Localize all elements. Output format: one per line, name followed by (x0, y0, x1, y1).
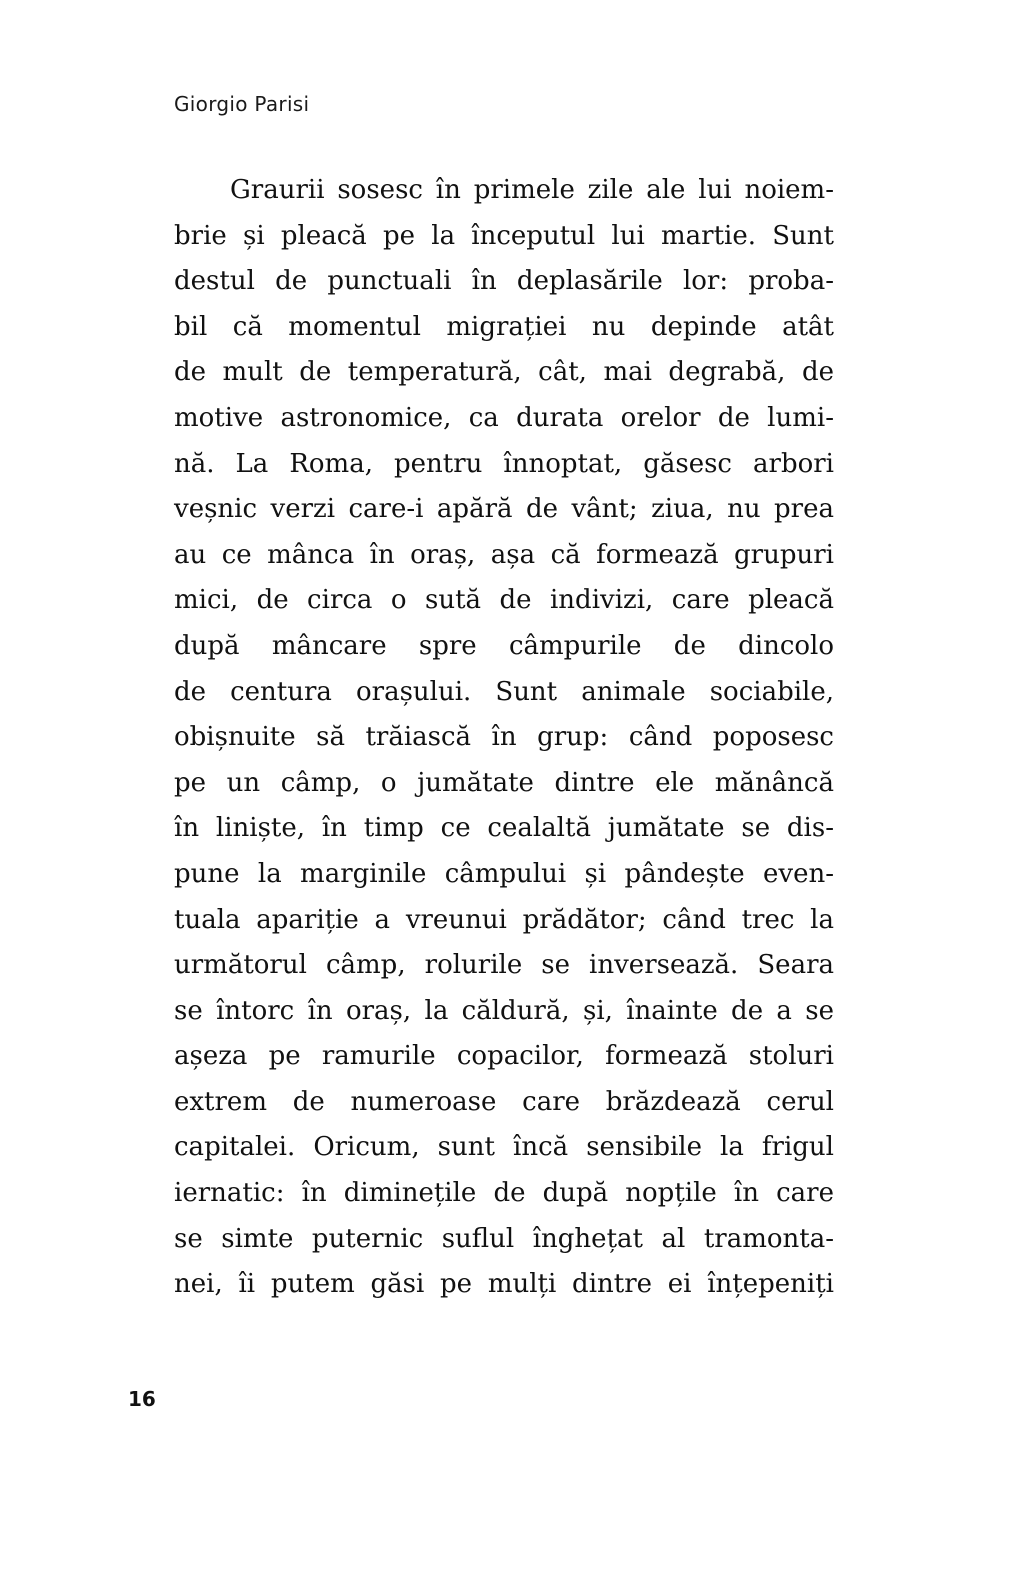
text-line-21: extrem de numeroase care brăzdează cerul (174, 1086, 834, 1117)
text-line-22: capitalei. Oricum, sunt încă sensibile la frigul (174, 1132, 834, 1163)
text-line-8: veșnic verzi care-i apără de vânt; ziua, nu prea (174, 494, 834, 525)
body-paragraph (174, 168, 834, 1308)
text-line-20: așeza pe ramurile copacilor, formează stoluri (174, 1041, 834, 1072)
text-line-4: bil că momentul migrației nu depinde atât (174, 311, 834, 342)
text-line-9: au ce mânca în oraș, așa că formează grupuri (174, 539, 834, 570)
text-line-1: Graurii sosesc în primele zile ale lui noiem- (230, 175, 834, 205)
text-line-18: următorul câmp, rolurile se inversează. Seara (174, 950, 834, 981)
text-line-3: destul de punctuali în deplasările lor: proba- (174, 266, 834, 297)
text-line-2: brie și pleacă pe la începutul lui martie. Sunt (174, 220, 834, 251)
page-number: 16 (128, 1387, 156, 1411)
text-line-14: pe un câmp, o jumătate dintre ele mănâncă (174, 767, 834, 798)
text-line-10: mici, de circa o sută de indivizi, care pleacă (174, 585, 834, 616)
running-header: Giorgio Parisi (174, 92, 310, 116)
text-line-6: motive astronomice, ca durata orelor de lumi- (174, 402, 834, 433)
text-line-12: de centura orașului. Sunt animale sociabile, (174, 676, 834, 707)
text-line-16: pune la marginile câmpului și pândește even- (174, 858, 834, 889)
text-line-17: tuala apariție a vreunui prădător; când trec la (174, 904, 834, 935)
text-line-24: se simte puternic suflul înghețat al tramonta- (174, 1223, 834, 1254)
text-line-19: se întorc în oraș, la căldură, și, înainte de a se (174, 995, 834, 1026)
text-line-15: în liniște, în timp ce cealaltă jumătate se dis- (174, 813, 834, 844)
text-line-13: obișnuite să trăiască în grup: când poposesc (174, 722, 834, 753)
text-line-5: de mult de temperatură, cât, mai degrabă, de (174, 357, 834, 388)
text-line-7: nă. La Roma, pentru înnoptat, găsesc arbori (174, 448, 834, 479)
text-line-11: după mâncare spre câmpurile de dincolo (174, 630, 834, 661)
text-line-23: iernatic: în diminețile de după nopțile în care (174, 1178, 834, 1209)
text-line-25: nei, îi putem găsi pe mulți dintre ei înțepeniți (174, 1269, 834, 1300)
